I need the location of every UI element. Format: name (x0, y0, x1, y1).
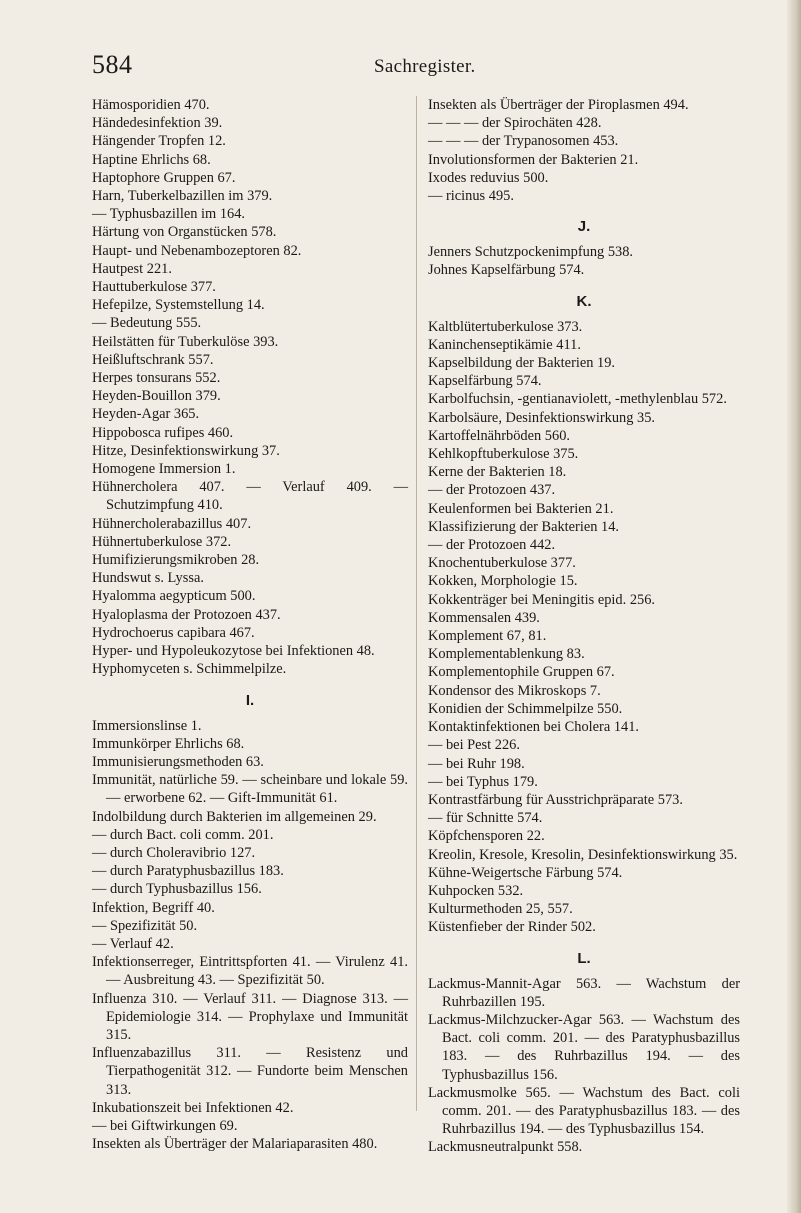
index-entry: Heyden-Agar 365. (92, 406, 200, 423)
index-entry: Kühne-Weigertsche Färbung 574. (428, 864, 623, 881)
index-entry: Lackmusmolke 565. — Wachstum des Bact. coli comm. 201. — des Paratyphusbazillus 183. — des Ruhrbazillus 194. — des Typhusbazillus 154. (428, 1084, 740, 1138)
index-entry: Heißluftschrank 557. (92, 351, 214, 368)
index-entry: Hippobosca rufipes 460. (92, 424, 234, 441)
index-entry: Haupt- und Nebenambozeptoren 82. (92, 242, 302, 259)
index-entry: — Typhusbazillen im 164. (92, 206, 246, 223)
index-entry: Insekten als Überträger der Malariaparasiten 480. (92, 1136, 378, 1153)
index-entry: Hängender Tropfen 12. (92, 133, 226, 150)
index-entry: Kaninchenseptikämie 411. (428, 336, 581, 353)
index-entry: Händedesinfektion 39. (92, 115, 223, 132)
index-entry: Hydrochoerus capibara 467. (92, 624, 255, 641)
index-entry: Hundswut s. Lyssa. (92, 570, 204, 587)
index-entry: Komplement 67, 81. (428, 628, 547, 645)
index-entry: — bei Ruhr 198. (428, 755, 525, 772)
index-entry: — bei Pest 226. (428, 737, 520, 754)
index-entry: Lackmus-Milchzucker-Agar 563. — Wachstum des Bact. coli comm. 201. — des Paratyphusbazillus 183. — des Ruhrbazillus 194. — des Typhusbazillus 156. (428, 1011, 740, 1083)
page-header (92, 50, 732, 84)
index-entry: — bei Typhus 179. (428, 773, 538, 790)
index-entry: — der Protozoen 437. (428, 482, 556, 499)
index-entry: — durch Paratyphusbazillus 183. (92, 863, 284, 880)
index-entry: — der Protozoen 442. (428, 537, 556, 554)
index-entry: — Spezifizität 50. (92, 917, 198, 934)
index-entry: — Verlauf 42. (92, 935, 174, 952)
index-entry: Influenza 310. — Verlauf 311. — Diagnose 313. — Epidemiologie 314. — Prophylaxe und Immunität 315. (92, 990, 408, 1043)
index-entry: Konidien der Schimmelpilze 550. (428, 700, 623, 717)
index-entry: Haptophore Gruppen 67. (92, 169, 236, 186)
index-entry: Ixodes reduvius 500. (428, 169, 549, 186)
index-entry: Lackmus-Mannit-Agar 563. — Wachstum der Ruhrbazillen 195. (428, 975, 740, 1010)
index-entry: Hauttuberkulose 377. (92, 279, 216, 296)
index-entry: Karbolfuchsin, -gentianaviolett, -methylenblau 572. (428, 391, 727, 408)
index-column-right (428, 96, 740, 1157)
index-entry: Hühnercholerabazillus 407. (92, 515, 252, 532)
column-divider (416, 96, 417, 1111)
index-entry: Kontrastfärbung für Ausstrichpräparate 573. (428, 791, 683, 808)
index-entry: Heyden-Bouillon 379. (92, 388, 221, 405)
index-entry: Hyphomyceten s. Schimmelpilze. (92, 661, 287, 678)
page-number: 584 (92, 50, 133, 79)
page-edge-shadow (787, 0, 801, 1213)
index-entry: Küstenfieber der Rinder 502. (428, 919, 596, 936)
index-entry: Hühnercholera 407. — Verlauf 409. — Schutzimpfung 410. (92, 479, 408, 514)
index-entry: — Bedeutung 555. (92, 315, 202, 332)
index-entry: — für Schnitte 574. (428, 810, 543, 827)
index-entry: Kartoffelnährböden 560. (428, 427, 570, 444)
index-entry: Klassifizierung der Bakterien 14. (428, 518, 620, 535)
index-entry: — — — der Trypanosomen 453. (428, 133, 619, 150)
letter-heading: I. (245, 691, 255, 709)
index-entry: Hyper- und Hypoleukozytose bei Infektionen 48. (92, 643, 375, 660)
index-entry: Insekten als Überträger der Piroplasmen 494. (428, 97, 689, 113)
index-entry: Hyalomma aegypticum 500. (92, 588, 256, 605)
index-entry: — — — der Spirochäten 428. (428, 115, 602, 132)
index-entry: — bei Giftwirkungen 69. (92, 1117, 238, 1134)
index-entry: Kerne der Bakterien 18. (428, 464, 567, 481)
index-entry: Johnes Kapselfärbung 574. (428, 262, 585, 279)
index-entry: Indolbildung durch Bakterien im allgemeinen 29. (92, 808, 377, 825)
index-entry: — durch Bact. coli comm. 201. (92, 826, 274, 843)
running-title: Sachregister. (374, 56, 476, 77)
index-entry: Jenners Schutzpockenimpfung 538. (428, 244, 634, 261)
index-entry: Infektion, Begriff 40. (92, 899, 215, 916)
letter-heading: L. (577, 949, 591, 967)
index-entry: Immunisierungsmethoden 63. (92, 753, 264, 770)
index-entry: Knochentuberkulose 377. (428, 555, 576, 572)
index-entry: Komplementablenkung 83. (428, 646, 585, 663)
index-entry: Kokken, Morphologie 15. (428, 573, 578, 590)
index-entry: Hühnertuberkulose 372. (92, 533, 232, 550)
index-entry: Immunkörper Ehrlichs 68. (92, 735, 245, 752)
index-entry: Hämosporidien 470. (92, 97, 210, 113)
index-entry: Hefepilze, Systemstellung 14. (92, 297, 265, 314)
index-entry: Harn, Tuberkelbazillen im 379. (92, 188, 273, 205)
index-entry: Keulenformen bei Bakterien 21. (428, 500, 614, 517)
index-entry: Hyaloplasma der Protozoen 437. (92, 606, 281, 623)
index-entry: Kommensalen 439. (428, 609, 540, 626)
index-entry: Involutionsformen der Bakterien 21. (428, 151, 639, 168)
index-entry: Kreolin, Kresole, Kresolin, Desinfektionswirkung 35. (428, 846, 738, 863)
index-entry: Härtung von Organstücken 578. (92, 224, 277, 241)
index-entry: Homogene Immersion 1. (92, 461, 236, 478)
index-entry: Kulturmethoden 25, 557. (428, 901, 573, 918)
index-entry: Influenzabazillus 311. — Resistenz und Tierpathogenität 312. — Fundorte beim Menschen 313. (92, 1045, 408, 1098)
index-entry: Hautpest 221. (92, 260, 172, 277)
index-entry: Karbolsäure, Desinfektionswirkung 35. (428, 409, 656, 426)
index-entry: Kuhpocken 532. (428, 882, 524, 899)
index-entry: Herpes tonsurans 552. (92, 370, 221, 387)
index-entry: — durch Choleravibrio 127. (92, 844, 256, 861)
index-entry: Komplementophile Gruppen 67. (428, 664, 615, 681)
index-entry: Haptine Ehrlichs 68. (92, 151, 211, 168)
letter-heading: J. (577, 218, 591, 236)
index-entry: Kaltblütertuberkulose 373. (428, 318, 583, 335)
index-entry: Heilstätten für Tuberkulöse 393. (92, 333, 279, 350)
index-entry: Kokkenträger bei Meningitis epid. 256. (428, 591, 656, 608)
index-entry: Kondensor des Mikroskops 7. (428, 682, 601, 699)
index-entry: Immunität, natürliche 59. — scheinbare und lokale 59. — erworbene 62. — Gift-Immunität 61. (92, 772, 408, 807)
index-entry: Kehlkopftuberkulose 375. (428, 446, 579, 463)
index-column-left (92, 96, 408, 1153)
index-entry: Infektionserreger, Eintrittspforten 41. — Virulenz 41. — Ausbreitung 43. — Spezifizität 50. (92, 954, 408, 989)
index-entry: Inkubationszeit bei Infektionen 42. (92, 1099, 294, 1116)
index-entry: Humifizierungsmikroben 28. (92, 552, 260, 569)
letter-heading: K. (576, 292, 592, 310)
index-entry: Immersionslinse 1. (92, 717, 202, 734)
index-entry: Lackmusneutralpunkt 558. (428, 1139, 583, 1156)
index-entry: — ricinus 495. (428, 188, 514, 205)
index-entry: Kontaktinfektionen bei Cholera 141. (428, 719, 640, 736)
index-entry: Köpfchensporen 22. (428, 828, 545, 845)
index-entry: Kapselfärbung 574. (428, 373, 542, 390)
index-entry: — durch Typhusbazillus 156. (92, 881, 262, 898)
index-entry: Kapselbildung der Bakterien 19. (428, 355, 616, 372)
index-entry: Hitze, Desinfektionswirkung 37. (92, 442, 280, 459)
